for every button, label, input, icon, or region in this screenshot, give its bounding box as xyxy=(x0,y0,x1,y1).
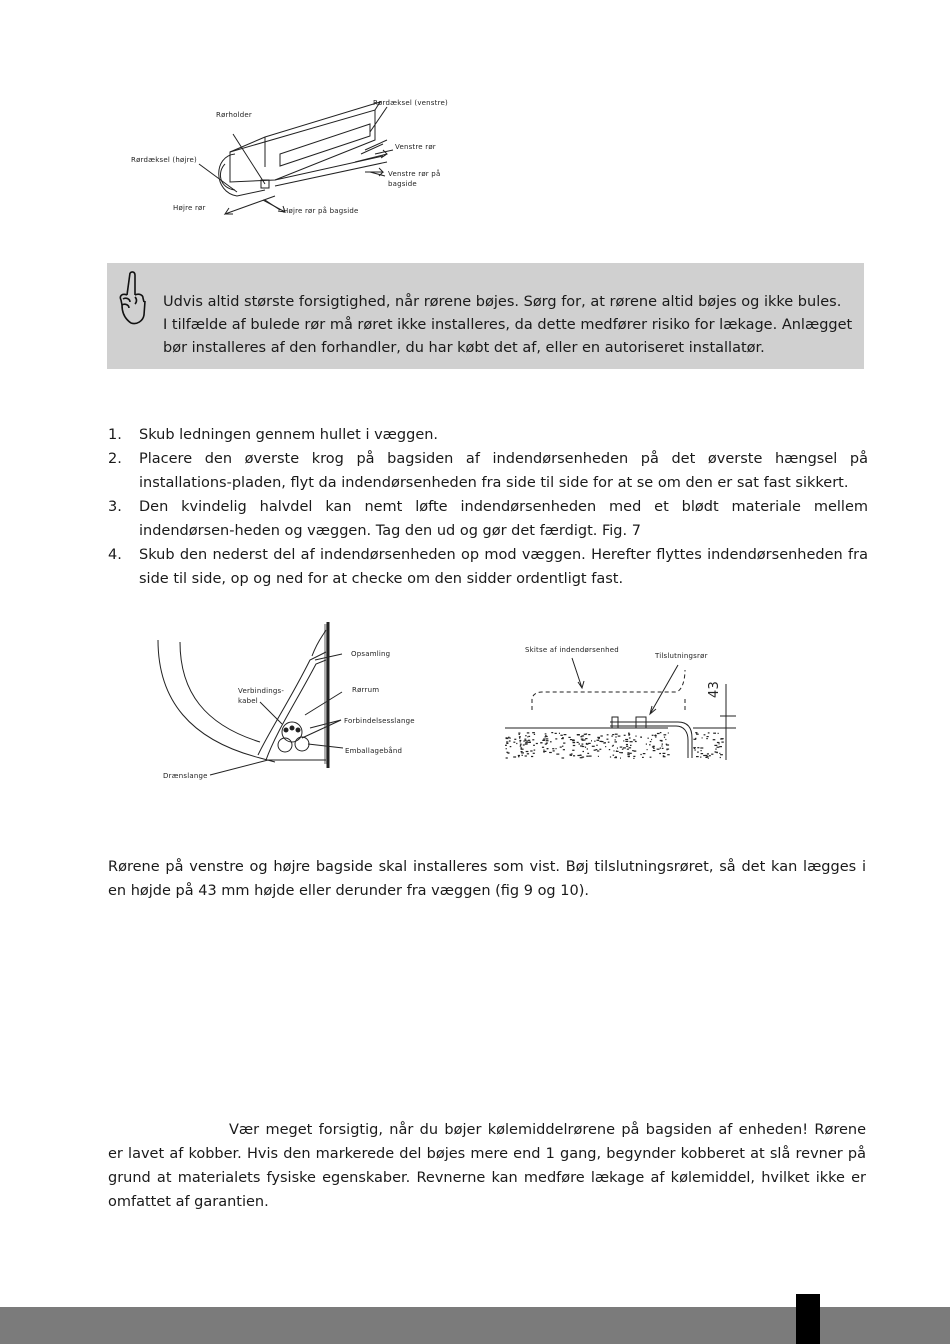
label-unit-sketch: Skitse af indendørsenhed xyxy=(525,646,619,654)
pipe-height-diagram xyxy=(500,640,770,770)
label-right-pipe: Højre rør xyxy=(173,204,206,212)
list-item xyxy=(108,447,868,495)
step-text: Den kvindelig halvdel kan nemt løfte indendørsenheden med et blødt materiale mellem indendørsen-heden og væggen. Tag den ud og gør det færdigt. Fig. 7 xyxy=(139,499,868,539)
step-number: 4. xyxy=(108,547,122,563)
step-number: 3. xyxy=(108,499,122,515)
list-item xyxy=(108,543,868,591)
warning-text xyxy=(163,291,853,360)
figure-pipe-directions xyxy=(125,92,485,222)
step-text: Placere den øverste krog på bagsiden af indendørsenheden på det øverste hængsel på installations-pladen, flyt da indendørsenheden fra side til side for at se om den er sat fast sikkert. xyxy=(139,451,868,491)
step-number: 2. xyxy=(108,451,122,467)
step-text: Skub ledningen gennem hullet i væggen. xyxy=(139,427,439,443)
label-right-pipe-back: Højre rør på bagside xyxy=(283,207,359,215)
label-pipe-cover-left: Rørdæksel (venstre) xyxy=(373,99,448,107)
step-number: 1. xyxy=(108,427,122,443)
warning-line-1: Udvis altid største forsigtighed, når rørene bøjes. Sørg for, at rørene altid bøjes og ikke bules. xyxy=(163,294,842,310)
label-connection-cable-1: Verbindings- xyxy=(238,687,285,695)
warning-line-2: I tilfælde af bulede rør må røret ikke installeres, da dette medfører risiko for lækage. Anlægget bør installeres af den forhandler, du har købt det af, eller en autoriseret installatør. xyxy=(163,317,853,356)
list-item xyxy=(108,423,868,447)
label-pipe-cover-right: Rørdæksel (højre) xyxy=(131,156,197,164)
label-dimension-43: 43 xyxy=(707,681,722,698)
label-connection-hose: Forbindelsesslange xyxy=(344,717,415,725)
label-pipe-space: Rørrum xyxy=(352,686,380,694)
label-drain-hose: Drænslange xyxy=(163,772,208,780)
label-connection-cable-2: kabel xyxy=(238,697,258,705)
warning-box xyxy=(107,263,864,369)
label-packing-tape: Emballagebånd xyxy=(345,747,403,755)
paragraph-pipe-installation: Rørene på venstre og højre bagside skal installeres som vist. Bøj tilslutningsrøret, så det kan lægges i en højde på 43 mm højde eller derunder fra væggen (fig 9 og 10). xyxy=(108,859,866,899)
label-pipe-holder: Rørholder xyxy=(216,111,252,119)
label-left-pipe: Venstre rør xyxy=(395,143,436,151)
figure-pipe-bundle xyxy=(150,620,440,785)
pointing-hand-icon xyxy=(113,269,149,327)
figure-pipe-height xyxy=(500,640,770,770)
page-tab-marker xyxy=(796,1294,820,1344)
step-text: Skub den nederst del af indendørsenheden op mod væggen. Herefter flyttes indendørsenheden fra side til side, op og ned for at checke om den sidder ordentligt fast. xyxy=(139,547,868,587)
label-left-pipe-back-2: bagside xyxy=(388,180,417,188)
installation-steps xyxy=(108,423,868,591)
label-connection-pipe: Tilslutningsrør xyxy=(655,652,708,660)
pipe-bundle-diagram xyxy=(150,620,440,785)
label-collection: Opsamling xyxy=(351,650,391,658)
paragraph-copper-warning: Vær meget forsigtig, når du bøjer kølemiddelrørene på bagsiden af enheden! Rørene er lavet af kobber. Hvis den markerede del bøjes mere end 1 gang, begynder kobberet at slå revner på grund at materialets fysiske egenskaber. Revnerne kan medføre lækage af kølemiddel, hvilket ikke er omfattet af garantien. xyxy=(108,1122,866,1210)
list-item xyxy=(108,495,868,543)
label-left-pipe-back-1: Venstre rør på xyxy=(388,170,441,178)
